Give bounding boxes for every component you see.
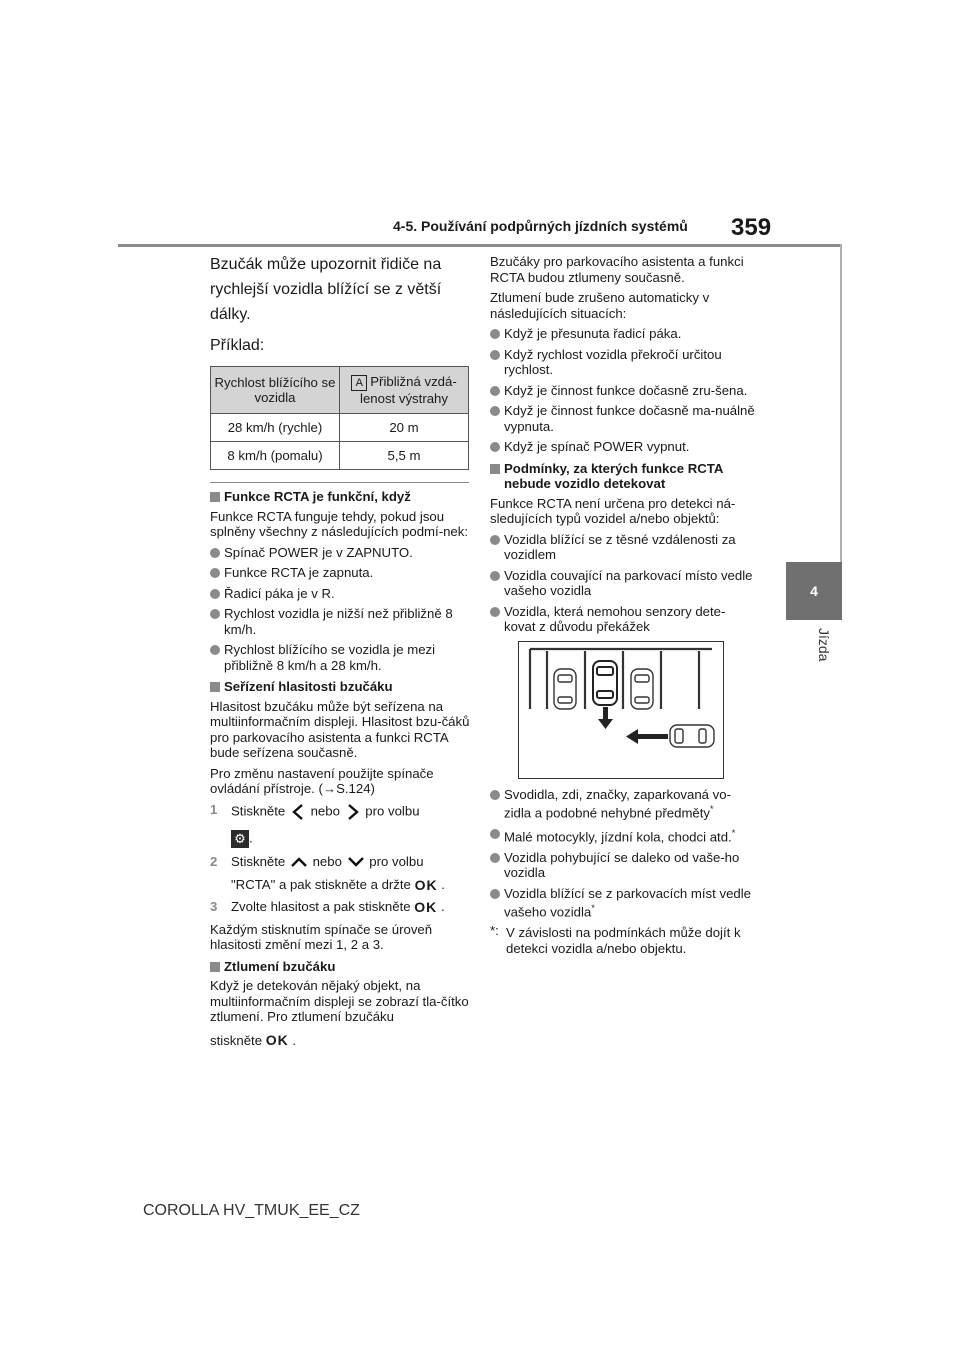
bullet-icon [210,609,220,619]
header-rule [118,244,840,247]
parked-car-icon [554,669,576,709]
ok-button-icon: OK [414,876,438,893]
table-row [211,442,469,470]
list-item: Když je činnost funkce dočasně zru-šena. [490,383,755,399]
list-item: Když je činnost funkce dočasně ma-nuálně vypnuta. [490,403,755,434]
list-item: Spínač POWER je v ZAPNUTO. [210,545,470,561]
square-bullet-icon [210,962,220,972]
volume-text: Hlasitost bzučáku může být seřízena na multiinformačním displeji. Hlasitost bzu-čáků pro parkovacího asistenta a funkci RCTA bude seřízena současně. [210,698,470,760]
list-item: Funkce RCTA je zapnuta. [210,565,470,581]
table-cell-distance: 5,5 m [340,442,469,470]
volume-text-2: Pro změnu nastavení použijte spínače ovládání přístroje. (→S.124) [210,765,434,796]
table-header [211,367,469,414]
parked-car-icon [631,669,653,709]
mute-note: Bzučáky pro parkovacího asistenta a funkci RCTA budou ztlumeny současně. [490,254,744,285]
list-item: Vozidla couvající na parkovací místo vedle vašeho vozidla [490,568,755,599]
table-cell-speed: 8 km/h (pomalu) [211,442,340,470]
own-car-icon [593,661,617,705]
list-item: Vozidla pohybující se daleko od vaše-ho vozidla [490,850,755,881]
list-item: Rychlost vozidla je nižší než přibližně 8 km/h. [210,606,470,637]
ok-button-icon: OK [414,899,438,916]
bullet-icon [210,645,220,655]
section-title: 4-5. Používání podpůrných jízdních systémů [393,218,688,234]
mute-heading: Ztlumení bzučáku [210,959,470,975]
bullet-icon [490,329,500,339]
list-item: Vozidla blížící se z těsné vzdálenosti za vozidlem [490,532,755,563]
list-item: Vozidla, která nemohou senzory dete-kovat z důvodu překážek [490,604,755,635]
approaching-car-icon [670,725,714,747]
square-bullet-icon [210,682,220,692]
settings-gear-icon: ⚙ [231,830,249,848]
chapter-label: Jízda [816,628,832,662]
right-column [490,254,755,956]
chapter-tab: 4 [786,562,842,620]
table-cell-speed: 28 km/h (rychle) [211,414,340,442]
bullet-icon [490,350,500,360]
mute-text-2: stiskněte OK . [210,1032,297,1049]
square-bullet-icon [210,492,220,502]
example-label: Příklad: [210,337,265,354]
rcta-text: Funkce RCTA funguje tehdy, pokud jsou splněny všechny z následujících podmí-nek: [210,508,469,539]
list-item: Řadicí páka je v R. [210,586,470,602]
square-bullet-icon [490,464,500,474]
step-2: 2 Stiskněte nebo pro volbu "RCTA" a pak stiskněte a držte OK . [210,853,445,893]
bullet-icon [490,386,500,396]
table-header-distance: A Přibližná vzdá-lenost výstrahy [340,367,469,414]
step-number: 1 [210,801,218,817]
volume-heading: Seřízení hlasitosti bzučáku [210,679,470,695]
mute-text: Když je detekován nějaký objekt, na multiinformačním displeji se zobrazí tla-čítko ztlumení. Pro ztlumení bzučáku [210,978,469,1025]
bullet-icon [490,607,500,617]
list-item: Vozidla blížící se z parkovacích míst vedle vašeho vozidla* [490,886,755,920]
table-end-rule [210,482,469,483]
bullet-icon [210,568,220,578]
arrow-left-icon [289,802,307,822]
distance-table [210,366,469,470]
table-row [211,414,469,442]
list-item: Svodidla, zdi, značky, zaparkovaná vo-zidla a podobné nehybné předměty* [490,787,755,821]
step-number: 3 [210,899,218,915]
list-item: Malé motocykly, jízdní kola, chodci atd.* [490,826,755,845]
bullet-icon [210,589,220,599]
ok-button-icon: OK [265,1032,289,1049]
intro-text: Bzučák může upozornit řidiče na rychlejší vozidla blížící se z větší dálky. [210,256,442,323]
step-number: 2 [210,853,218,869]
table-cell-distance: 20 m [340,414,469,442]
bullet-icon [490,889,500,899]
page-number: 359 [731,214,772,241]
detect-text: Funkce RCTA není určena pro detekci ná-sledujících typů vozidel a/nebo objektů: [490,495,736,526]
cancel-intro: Ztlumení bude zrušeno automaticky v následujících situacích: [490,290,710,321]
callout-a-label: A [351,375,367,391]
parking-illustration [518,641,724,779]
bullet-icon [490,406,500,416]
arrow-up-icon [289,855,309,869]
rcta-heading: Funkce RCTA je funkční, když [210,489,470,505]
list-item: Když rychlost vozidla překročí určitou rychlost. [490,347,755,378]
footer-model: COROLLA HV_TMUK_EE_CZ [143,1202,360,1219]
table-header-speed: Rychlost blížícího se vozidla [211,367,340,414]
list-item: Rychlost blížícího se vozidla je mezi přibližně 8 km/h a 28 km/h. [210,642,470,673]
arrow-right-icon [344,802,362,822]
volume-text-3: Každým stisknutím spínače se úroveň hlasitosti změní mezi 1, 2 a 3. [210,921,433,953]
bullet-icon [490,442,500,452]
bullet-icon [490,853,500,863]
bullet-icon [210,548,220,558]
detect-heading: Podmínky, za kterých funkce RCTA nebude vozidlo detekovat [490,461,755,492]
footnote: *: V závislosti na podmínkách může dojít k detekci vozidla a/nebo objektu. [490,923,741,956]
step-3: 3 Zvolte hlasitost a pak stiskněte OK . [210,899,445,916]
tab-divider [840,244,842,562]
list-item: Když je přesunuta řadicí páka. [490,326,755,342]
left-column [210,252,470,1054]
step-1: 1 Stiskněte nebo pro volbu ⚙ . [210,801,420,846]
illustration-frame [519,641,724,778]
bullet-icon [490,571,500,581]
arrow-down-icon [346,855,366,869]
bullet-icon [490,790,500,800]
footnote-mark: *: [490,923,499,939]
list-item: Když je spínač POWER vypnut. [490,439,755,455]
bullet-icon [490,829,500,839]
bullet-icon [490,535,500,545]
